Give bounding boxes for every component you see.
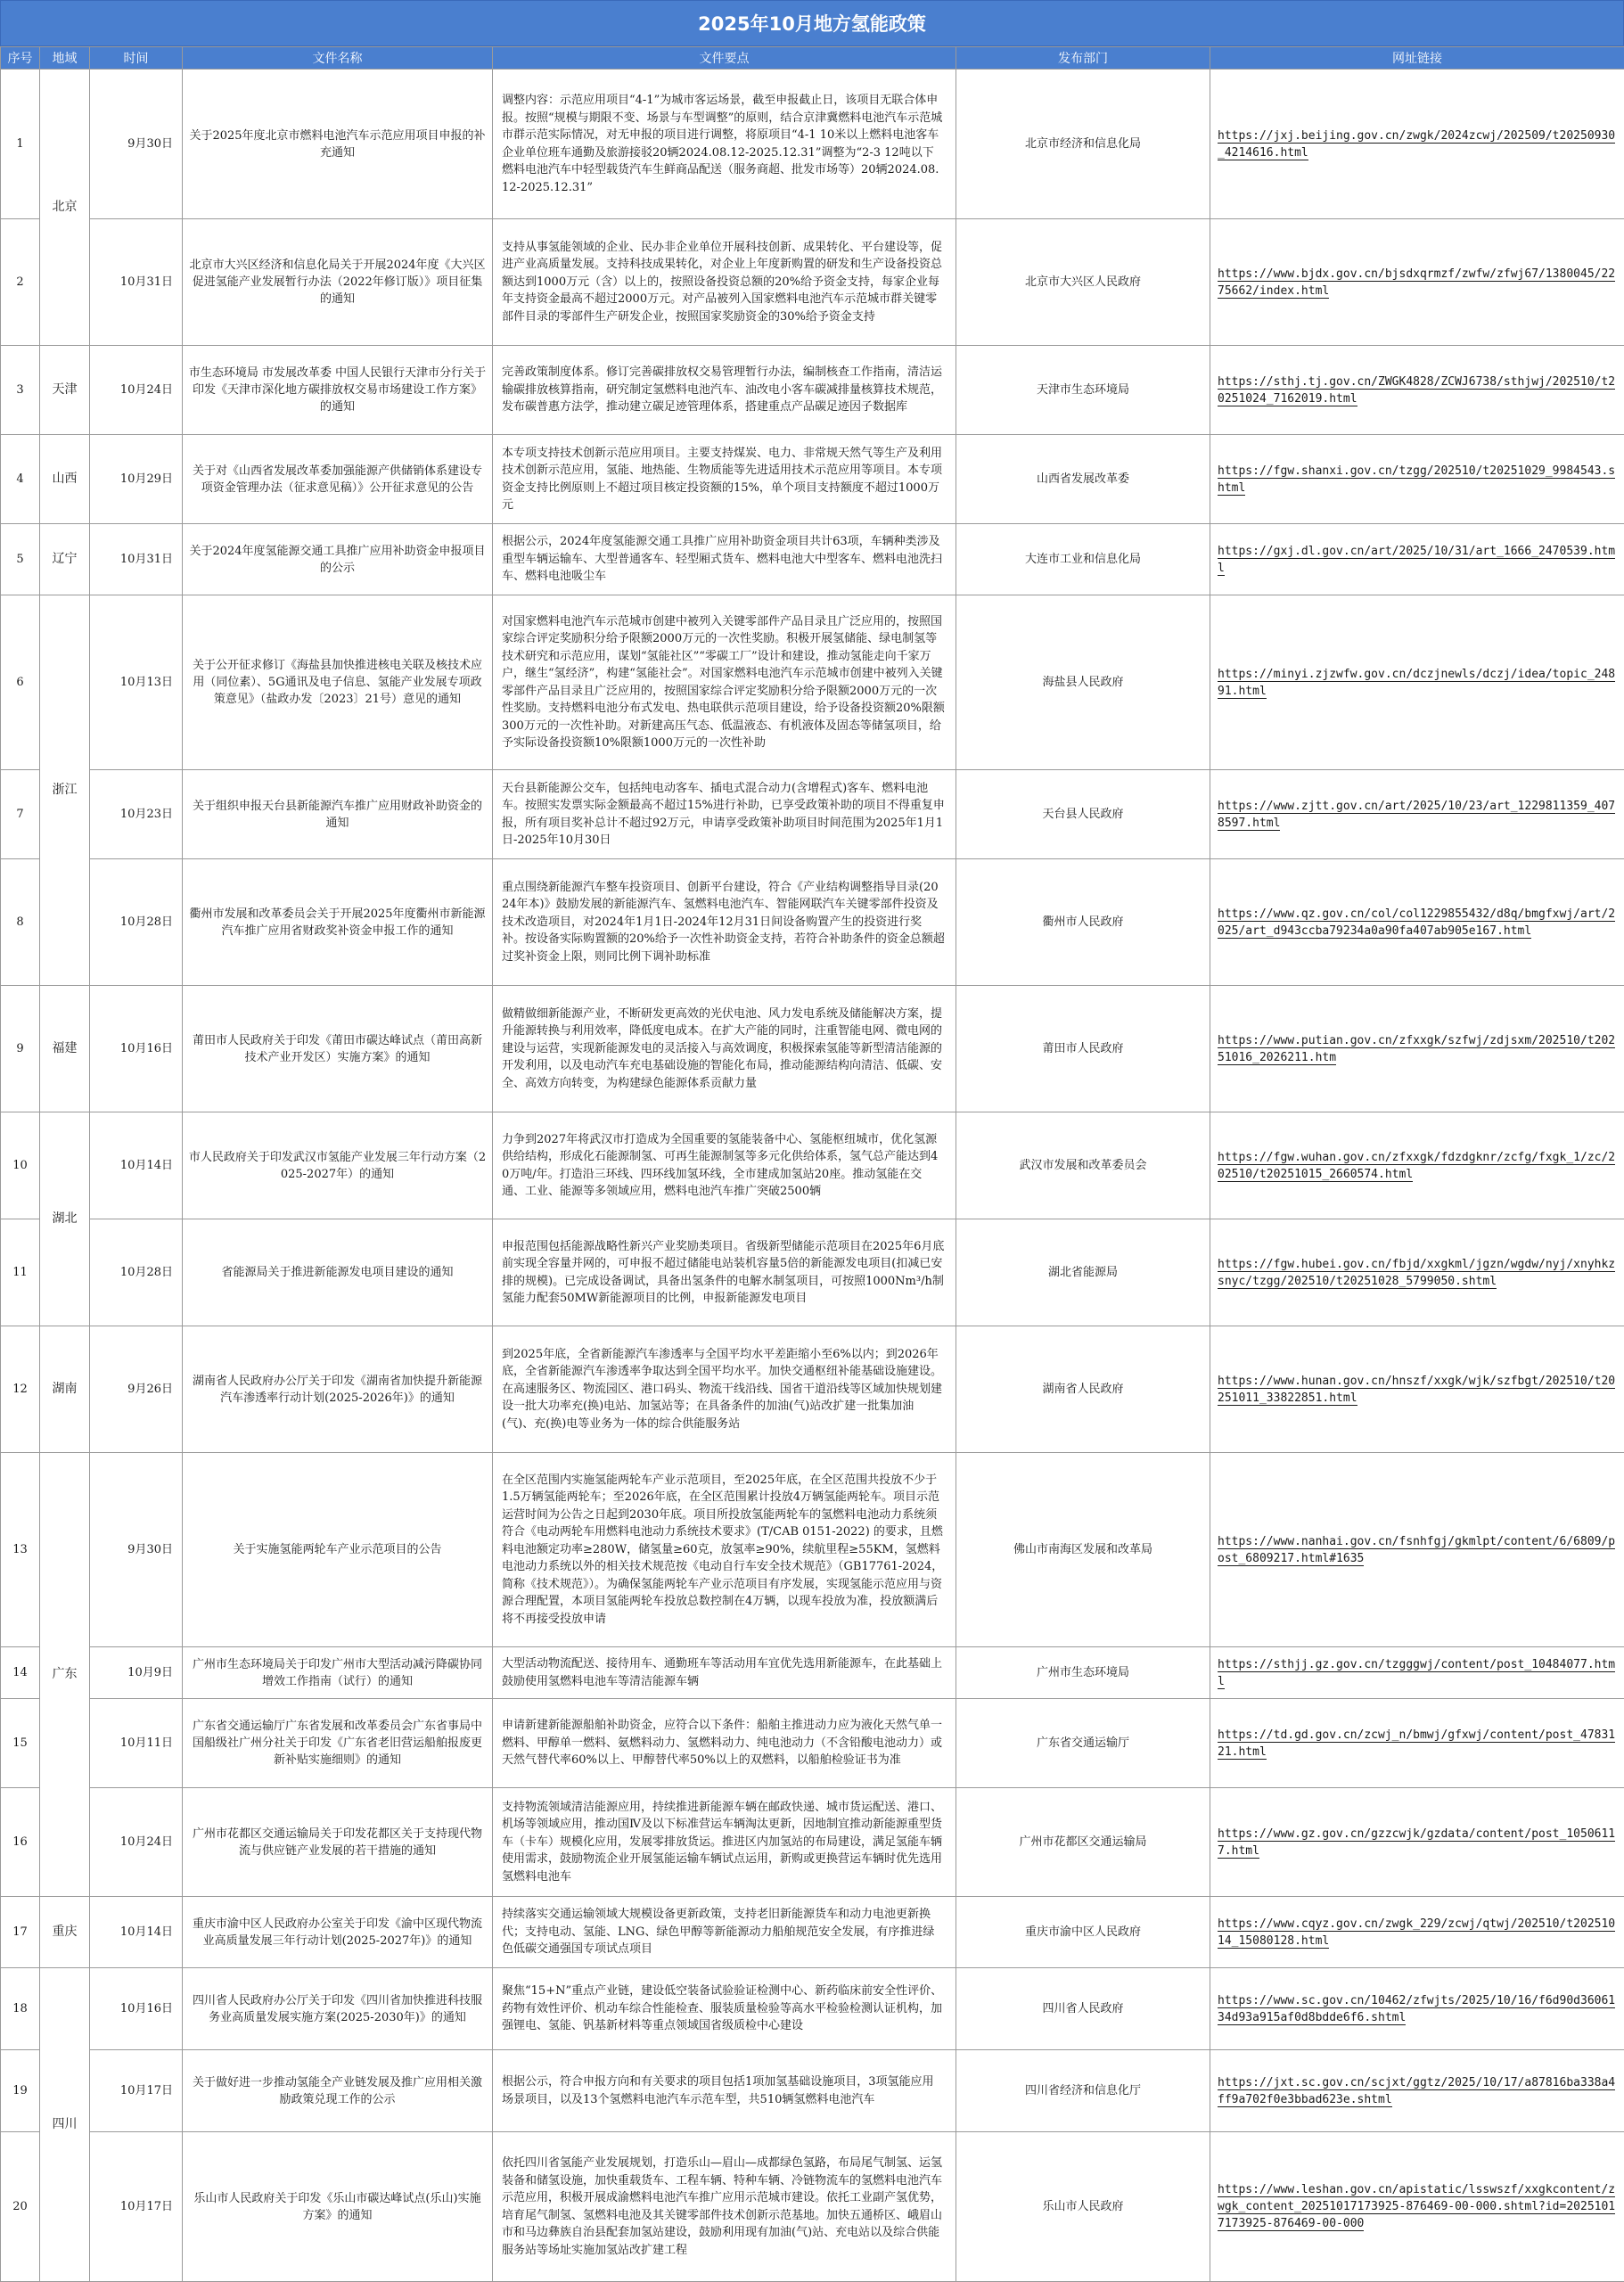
row-number: 13 — [1, 1453, 40, 1647]
key-points-cell: 完善政策制度体系。修订完善碳排放权交易管理暂行办法，编制核查工作指南，清洁运输碳排放核算指南，研究制定氢燃料电池汽车、油改电小客车碳减排量核算技术规范，发布碳普惠方法学，推动建立碳足迹管理体系，搭建重点产品碳足迹因子数据库 — [493, 346, 956, 435]
row-number: 16 — [1, 1788, 40, 1897]
header-no: 序号 — [1, 47, 40, 70]
header-department: 发布部门 — [956, 47, 1210, 70]
table-row — [1, 1219, 1624, 1326]
key-points-cell: 本专项支持技术创新示范应用项目。主要支持煤炭、电力、非常规天然气等生产及利用技术创新示范应用，氢能、地热能、生物质能等先进适用技术示范应用等项目。本专项资金支持比例原则上不超过项目核定投资额的15%，单个项目支持额度不超过1000万元 — [493, 435, 956, 524]
url-cell — [1210, 524, 1624, 595]
row-number: 18 — [1, 1968, 40, 2050]
table-row — [1, 1112, 1624, 1219]
date-cell: 9月30日 — [90, 1453, 183, 1647]
url-cell — [1210, 1647, 1624, 1699]
key-points-cell: 做精做细新能源产业，不断研发更高效的光伏电池、风力发电系统及储能解决方案，提升能源转换与利用效率，降低度电成本。在扩大产能的同时，注重智能电网、微电网的建设与运营，实现新能源发电的灵活接入与高效调度，积极探索氢能等新型清洁能源的开发利用，以及电动汽车充电基础设施的智能化布局，推动能源结构向清洁、低碳、安全、高效方向转变，为构建绿色能源体系贡献力量 — [493, 986, 956, 1112]
table-row — [1, 2050, 1624, 2132]
header-row — [1, 47, 1624, 70]
policy-table — [0, 46, 1624, 2282]
date-cell: 10月14日 — [90, 1112, 183, 1219]
url-link[interactable]: https://www.zjtt.gov.cn/art/2025/10/23/art_1229811359_4078597.html — [1218, 799, 1616, 830]
header-url: 网址链接 — [1210, 47, 1624, 70]
key-points-cell: 调整内容：示范应用项目“4-1”为城市客运场景，截至申报截止日，该项目无联合体申报。按照“规模与期限不变、场景与车型调整”的原则，结合京津冀燃料电池汽车示范城市群示范实际情况，对无申报的项目进行调整，将原项目“4-1 10米以上燃料电池客车企业单位班车通勤及旅游接驳20辆2024.08.12-2025.12.31”调整为“2-3 12吨以下燃料电池汽车中轻型载货汽车生鲜商品配送（服务商超、批发市场等）20辆2024.08.12-2025.12.31” — [493, 70, 956, 219]
key-points-cell: 聚焦“15+N”重点产业链，建设低空装备试验验证检测中心、新药临床前安全性评价、药物有效性评价、机动车综合性能检查、服装质量检验等高水平检验检测认证机构，加强锂电、氢能、钒基新材料等重点领域国省级质检中心建设 — [493, 1968, 956, 2050]
row-number: 2 — [1, 219, 40, 346]
region-cell: 浙江 — [40, 595, 90, 986]
table-row — [1, 1968, 1624, 2050]
url-cell — [1210, 986, 1624, 1112]
table-row — [1, 70, 1624, 219]
url-link[interactable]: https://jxj.beijing.gov.cn/zwgk/2024zcwj/202509/t20250930_4214616.html — [1218, 128, 1616, 160]
department-cell: 湖北省能源局 — [956, 1219, 1210, 1326]
url-cell — [1210, 2132, 1624, 2282]
date-cell: 9月26日 — [90, 1326, 183, 1453]
url-link[interactable]: https://fgw.hubei.gov.cn/fbjd/xxgkml/jgzn/wgdw/nyj/xnyhkzsnyc/tzgg/202510/t20251028_5799050.shtml — [1218, 1257, 1616, 1288]
key-points-cell: 根据公示，2024年度氢能源交通工具推广应用补助资金项目共计63项，车辆种类涉及重型车辆运输车、大型普通客车、轻型厢式货车、燃料电池大中型客车、燃料电池洗扫车、燃料电池吸尘车 — [493, 524, 956, 595]
file-name-cell: 市人民政府关于印发武汉市氢能产业发展三年行动方案（2025-2027年）的通知 — [183, 1112, 493, 1219]
key-points-cell: 重点围绕新能源汽车整车投资项目、创新平台建设，符合《产业结构调整指导目录(2024年本)》鼓励发展的新能源汽车、氢燃料电池汽车、智能网联汽车关键零部件投资及技术改造项目，对2024年1月1日-2024年12月31日间设备购置产生的投资进行奖补。按设备实际购置额的20%给予一次性补助资金支持，若符合补助条件的资金总额超过奖补资金上限，则同比例下调补助标准 — [493, 859, 956, 986]
url-cell — [1210, 1326, 1624, 1453]
department-cell: 海盐县人民政府 — [956, 595, 1210, 770]
url-link[interactable]: https://www.cqyz.gov.cn/zwgk_229/zcwj/qtwj/202510/t20251014_15080128.html — [1218, 1917, 1616, 1948]
row-number: 1 — [1, 70, 40, 219]
date-cell: 9月30日 — [90, 70, 183, 219]
table-row — [1, 1699, 1624, 1788]
url-cell — [1210, 435, 1624, 524]
url-link[interactable]: https://www.gz.gov.cn/gzzcwjk/gzdata/content/post_10506117.html — [1218, 1826, 1616, 1858]
department-cell: 北京市经济和信息化局 — [956, 70, 1210, 219]
key-points-cell: 支持从事氢能领域的企业、民办非企业单位开展科技创新、成果转化、平台建设等，促进产业高质量发展。支持科技成果转化，对企业上年度新购置的研发和生产设备投资总额达到1000万元（含）以上的，按照设备投资总额的20%给予资金支持，每家企业每年支持资金最高不超过2000万元。对产品被列入国家燃料电池汽车示范城市群关键零部件目录的零部件生产研发企业，按照国家奖励资金的30%给予资金支持 — [493, 219, 956, 346]
url-cell — [1210, 70, 1624, 219]
url-link[interactable]: https://www.sc.gov.cn/10462/zfwjts/2025/10/16/f6d90d3606134d93a915af0d8bdde6f6.shtml — [1218, 1993, 1616, 2024]
key-points-cell: 持续落实交通运输领域大规模设备更新政策，支持老旧新能源货车和动力电池更新换代；支持电动、氢能、LNG、绿色甲醇等新能源动力船舶规范安全发展，有序推进绿色低碳交通强国专项试点项目 — [493, 1897, 956, 1968]
table-row — [1, 859, 1624, 986]
region-cell: 福建 — [40, 986, 90, 1112]
department-cell: 山西省发展改革委 — [956, 435, 1210, 524]
table-row — [1, 1897, 1624, 1968]
date-cell: 10月14日 — [90, 1897, 183, 1968]
file-name-cell: 莆田市人民政府关于印发《莆田市碳达峰试点（莆田高新技术产业开发区）实施方案》的通知 — [183, 986, 493, 1112]
table-row — [1, 1788, 1624, 1897]
department-cell: 四川省经济和信息化厅 — [956, 2050, 1210, 2132]
department-cell: 天台县人民政府 — [956, 770, 1210, 859]
region-cell: 北京 — [40, 70, 90, 346]
header-date: 时间 — [90, 47, 183, 70]
row-number: 15 — [1, 1699, 40, 1788]
file-name-cell: 广州市生态环境局关于印发广州市大型活动减污降碳协同增效工作指南（试行）的通知 — [183, 1647, 493, 1699]
key-points-cell: 力争到2027年将武汉市打造成为全国重要的氢能装备中心、氢能枢纽城市，优化氢源供给结构，形成化石能源制氢、可再生能源制氢等多元化供给体系，氢气总产能达到40万吨/年。打造沿三环线、四环线加氢环线，全市建成加氢站20座。推动氢能在交通、工业、能源等多领域应用，燃料电池汽车推广突破2500辆 — [493, 1112, 956, 1219]
file-name-cell: 关于组织申报天台县新能源汽车推广应用财政补助资金的通知 — [183, 770, 493, 859]
key-points-cell: 在全区范围内实施氢能两轮车产业示范项目，至2025年底，在全区范围共投放不少于1.5万辆氢能两轮车；至2026年底，在全区范围累计投放4万辆氢能两轮车。项目示范运营时间为公告之日起到2030年底。项目所投放氢能两轮车的氢燃料电池动力系统须符合《电动两轮车用燃料电池动力系统技术要求》(T/CAB 0151-2022) 的要求，且燃料电池额定功率≥280W，储氢量≥60克，放氢率≥90%，续航里程≥55KM，氢燃料电池动力系统以外的相关技术规范按《电动自行车安全技术规范》（GB17761-2024，简称《技术规范》）。为确保氢能两轮车产业示范项目有序发展，实现氢能示范应用与资源合理配置，本项目氢能两轮车投放总数控制在4万辆，以现车投放为准，投放额满后将不再接受投放申请 — [493, 1453, 956, 1647]
key-points-cell: 天台县新能源公交车，包括纯电动客车、插电式混合动力(含增程式)客车、燃料电池车。按照实发票实际金额最高不超过15%进行补助，已享受政策补助的项目不得重复申报，所有项目奖补总计不超过92万元，申请享受政策补助项目时间范围为2025年1月1日-2025年10月30日 — [493, 770, 956, 859]
file-name-cell: 关于公开征求修订《海盐县加快推进核电关联及核技术应用（同位素）、5G通讯及电子信息、氢能产业发展专项政策意见》（盐政办发〔2023〕21号）意见的通知 — [183, 595, 493, 770]
table-row — [1, 219, 1624, 346]
row-number: 6 — [1, 595, 40, 770]
department-cell: 莆田市人民政府 — [956, 986, 1210, 1112]
url-link[interactable]: https://www.leshan.gov.cn/apistatic/lsswszf/xxgkcontent/zwgk_content_20251017173925-876469-00-000.shtml?id=20251017173925-876469-00-000 — [1218, 2183, 1616, 2230]
table-row — [1, 435, 1624, 524]
file-name-cell: 关于2024年度氢能源交通工具推广应用补助资金申报项目的公示 — [183, 524, 493, 595]
header-file-name: 文件名称 — [183, 47, 493, 70]
date-cell: 10月9日 — [90, 1647, 183, 1699]
row-number: 8 — [1, 859, 40, 986]
file-name-cell: 湖南省人民政府办公厅关于印发《湖南省加快提升新能源汽车渗透率行动计划(2025-2026年)》的通知 — [183, 1326, 493, 1453]
department-cell: 北京市大兴区人民政府 — [956, 219, 1210, 346]
file-name-cell: 北京市大兴区经济和信息化局关于开展2024年度《大兴区促进氢能产业发展暂行办法（2022年修订版）》项目征集的通知 — [183, 219, 493, 346]
date-cell: 10月17日 — [90, 2050, 183, 2132]
department-cell: 湖南省人民政府 — [956, 1326, 1210, 1453]
table-row — [1, 2132, 1624, 2282]
url-cell — [1210, 1788, 1624, 1897]
header-region: 地域 — [40, 47, 90, 70]
region-cell: 湖南 — [40, 1326, 90, 1453]
url-link[interactable]: https://fgw.wuhan.gov.cn/zfxxgk/fdzdgknr/zcfg/fxgk_1/zc/202510/t20251015_2660574.html — [1218, 1150, 1616, 1181]
date-cell: 10月28日 — [90, 859, 183, 986]
file-name-cell: 省能源局关于推进新能源发电项目建设的通知 — [183, 1219, 493, 1326]
policy-rows — [1, 70, 1624, 2282]
row-number: 14 — [1, 1647, 40, 1699]
url-cell — [1210, 346, 1624, 435]
table-row — [1, 524, 1624, 595]
row-number: 4 — [1, 435, 40, 524]
url-cell — [1210, 1968, 1624, 2050]
key-points-cell: 申报范围包括能源战略性新兴产业奖励类项目。省级新型储能示范项目在2025年6月底前实现全容量并网的，可申报不超过储能电站装机容量5倍的新能源发电项目(扣减已安排的规模)。已完成设备调试，具备出氢条件的电解水制氢项目，可按照1000Nm³/h制氢能力配套50MW新能源项目的比例，申报新能源发电项目 — [493, 1219, 956, 1326]
row-number: 10 — [1, 1112, 40, 1219]
department-cell: 重庆市渝中区人民政府 — [956, 1897, 1210, 1968]
url-link[interactable]: https://jxt.sc.gov.cn/scjxt/ggtz/2025/10/17/a87816ba338a4ff9a702f0e3bbad623e.shtml — [1218, 2075, 1616, 2106]
key-points-cell: 依托四川省氢能产业发展规划，打造乐山—眉山—成都绿色氢路，布局尾气制氢、运氢装备和储氢设施，加快重载货车、工程车辆、特种车辆、冷链物流车的氢燃料电池汽车示范应用，积极开展成渝燃料电池汽车推广应用示范城市建设。依托工业副产氢优势，培育尾气制氢、氢燃料电池及其关键零部件技术创新示范基地。加快五通桥区、峨眉山市和马边彝族自治县配套加氢站建设，鼓励利用现有加油(气)站、充电站以及综合供能服务站等场址实施加氢站改扩建工程 — [493, 2132, 956, 2282]
date-cell: 10月24日 — [90, 1788, 183, 1897]
url-link[interactable]: https://www.hunan.gov.cn/hnszf/xxgk/wjk/szfbgt/202510/t20251011_33822851.html — [1218, 1374, 1616, 1405]
url-cell — [1210, 1453, 1624, 1647]
file-name-cell: 乐山市人民政府关于印发《乐山市碳达峰试点(乐山)实施方案》的通知 — [183, 2132, 493, 2282]
url-link[interactable]: https://minyi.zjzwfw.gov.cn/dczjnewls/dczj/idea/topic_24891.html — [1218, 667, 1616, 698]
region-cell: 山西 — [40, 435, 90, 524]
key-points-cell: 支持物流领域清洁能源应用，持续推进新能源车辆在邮政快递、城市货运配送、港口、机场等领域应用，推动国Ⅳ及以下标准营运车辆淘汰更新，因地制宜推动新能源重型货车（卡车）规模化应用，发展零排放货运。推进区内加氢站的布局建设，满足氢能车辆使用需求，鼓励物流企业开展氢能运输车辆试点运用，新购或更换营运车辆时优先选用氢燃料电池车 — [493, 1788, 956, 1897]
department-cell: 佛山市南海区发展和改革局 — [956, 1453, 1210, 1647]
url-cell — [1210, 595, 1624, 770]
row-number: 9 — [1, 986, 40, 1112]
region-cell: 四川 — [40, 1968, 90, 2282]
table-row — [1, 595, 1624, 770]
department-cell: 广州市生态环境局 — [956, 1647, 1210, 1699]
url-cell — [1210, 2050, 1624, 2132]
date-cell: 10月23日 — [90, 770, 183, 859]
department-cell: 武汉市发展和改革委员会 — [956, 1112, 1210, 1219]
date-cell: 10月31日 — [90, 219, 183, 346]
row-number: 3 — [1, 346, 40, 435]
file-name-cell: 关于2025年度北京市燃料电池汽车示范应用项目申报的补充通知 — [183, 70, 493, 219]
department-cell: 四川省人民政府 — [956, 1968, 1210, 2050]
file-name-cell: 衢州市发展和改革委员会关于开展2025年度衢州市新能源汽车推广应用省财政奖补资金申报工作的通知 — [183, 859, 493, 986]
table-row — [1, 1647, 1624, 1699]
url-cell — [1210, 770, 1624, 859]
file-name-cell: 广东省交通运输厅广东省发展和改革委员会广东省事局中国船级社广州分社关于印发《广东省老旧营运船舶报废更新补贴实施细则》的通知 — [183, 1699, 493, 1788]
date-cell: 10月17日 — [90, 2132, 183, 2282]
department-cell: 衢州市人民政府 — [956, 859, 1210, 986]
region-cell: 广东 — [40, 1453, 90, 1897]
row-number: 5 — [1, 524, 40, 595]
file-name-cell: 四川省人民政府办公厅关于印发《四川省加快推进科技服务业高质量发展实施方案(2025-2030年)》的通知 — [183, 1968, 493, 2050]
url-cell — [1210, 859, 1624, 986]
key-points-cell: 到2025年底，全省新能源汽车渗透率与全国平均水平差距缩小至6%以内；到2026年底，全省新能源汽车渗透率争取达到全国平均水平。加快交通枢纽补能基础设施建设。在高速服务区、物流园区、港口码头、物流干线沿线、国省干道沿线等区域加快规划建设一批大功率充(换)电站、加氢站等；在具备条件的加油(气)站改扩建一批集加油(气)、充(换)电等业务为一体的综合供能服务站 — [493, 1326, 956, 1453]
date-cell: 10月16日 — [90, 986, 183, 1112]
sheet-title: 2025年10月地方氢能政策 — [0, 0, 1624, 46]
date-cell: 10月16日 — [90, 1968, 183, 2050]
region-cell: 重庆 — [40, 1897, 90, 1968]
table-row — [1, 986, 1624, 1112]
table-row — [1, 346, 1624, 435]
file-name-cell: 重庆市渝中区人民政府办公室关于印发《渝中区现代物流业高质量发展三年行动计划(2025-2027年)》的通知 — [183, 1897, 493, 1968]
date-cell: 10月24日 — [90, 346, 183, 435]
url-cell — [1210, 219, 1624, 346]
url-link[interactable]: https://sthj.tj.gov.cn/ZWGK4828/ZCWJ6738/sthjwj/202510/t20251024_7162019.html — [1218, 374, 1616, 406]
date-cell: 10月11日 — [90, 1699, 183, 1788]
table-row — [1, 1326, 1624, 1453]
key-points-cell: 大型活动物流配送、接待用车、通勤班车等活动用车宜优先选用新能源车，在此基础上鼓励使用氢燃料电池车等清洁能源车辆 — [493, 1647, 956, 1699]
row-number: 7 — [1, 770, 40, 859]
url-cell — [1210, 1897, 1624, 1968]
row-number: 20 — [1, 2132, 40, 2282]
region-cell: 辽宁 — [40, 524, 90, 595]
table-row — [1, 770, 1624, 859]
key-points-cell: 申请新建新能源船舶补助资金，应符合以下条件：船舶主推进动力应为液化天然气单一燃料、甲醇单一燃料、氨燃料动力、氢燃料动力、纯电池动力（不含铅酸电池动力）或天然气替代率60%以上、甲醇替代率50%以上的双燃料，以船舶检验证书为准 — [493, 1699, 956, 1788]
department-cell: 大连市工业和信息化局 — [956, 524, 1210, 595]
file-name-cell: 广州市花都区交通运输局关于印发花都区关于支持现代物流与供应链产业发展的若干措施的通知 — [183, 1788, 493, 1897]
file-name-cell: 关于实施氢能两轮车产业示范项目的公告 — [183, 1453, 493, 1647]
department-cell: 广东省交通运输厅 — [956, 1699, 1210, 1788]
file-name-cell: 关于做好进一步推动氢能全产业链发展及推广应用相关激励政策兑现工作的公示 — [183, 2050, 493, 2132]
row-number: 11 — [1, 1219, 40, 1326]
row-number: 12 — [1, 1326, 40, 1453]
region-cell: 天津 — [40, 346, 90, 435]
table-row — [1, 1453, 1624, 1647]
url-link[interactable]: https://www.putian.gov.cn/zfxxgk/szfwj/zdjsxm/202510/t20251016_2026211.htm — [1218, 1033, 1616, 1064]
url-link[interactable]: https://td.gd.gov.cn/zcwj_n/bmwj/gfxwj/content/post_4783121.html — [1218, 1728, 1616, 1759]
key-points-cell: 根据公示，符合申报方向和有关要求的项目包括1项加氢基础设施项目，3项氢能应用场景项目，以及13个氢燃料电池汽车示范车型，共510辆氢燃料电池汽车 — [493, 2050, 956, 2132]
url-cell — [1210, 1699, 1624, 1788]
url-link[interactable]: https://www.bjdx.gov.cn/bjsdxqrmzf/zwfw/zfwj67/1380045/2275662/index.html — [1218, 267, 1616, 298]
url-link[interactable]: https://www.qz.gov.cn/col/col1229855432/d8q/bmgfxwj/art/2025/art_d943ccba79234a0a90fa407ab905e167.html — [1218, 907, 1616, 938]
department-cell: 乐山市人民政府 — [956, 2132, 1210, 2282]
url-link[interactable]: https://www.nanhai.gov.cn/fsnhfgj/gkmlpt/content/6/6809/post_6809217.html#1635 — [1218, 1534, 1616, 1565]
date-cell: 10月28日 — [90, 1219, 183, 1326]
row-number: 17 — [1, 1897, 40, 1968]
key-points-cell: 对国家燃料电池汽车示范城市创建中被列入关键零部件产品目录且广泛应用的，按照国家综合评定奖励积分给予限额2000万元的一次性奖励。积极开展氢储能、绿电制氢等技术研究和示范应用，谋划“氢能社区”“零碳工厂”设计和建设，推动氢能走向千家万户，继生“氢经济”，构建“氢能社会”。对国家燃料电池汽车示范城市创建中被列入关键零部件产品目录且广泛应用的，按照国家综合评定奖励积分给予限额2000万元的一次性奖励。支持燃料电池分布式发电、热电联供示范项目建设，给予设备投资额20%限额300万元的一次性补助。对新建高压气态、低温液态、有机液体及固态等储氢项目，给予实际设备投资额10%限额1000万元的一次性补助 — [493, 595, 956, 770]
url-cell — [1210, 1219, 1624, 1326]
date-cell: 10月31日 — [90, 524, 183, 595]
date-cell: 10月13日 — [90, 595, 183, 770]
url-link[interactable]: https://fgw.shanxi.gov.cn/tzgg/202510/t20251029_9984543.shtml — [1218, 464, 1616, 495]
date-cell: 10月29日 — [90, 435, 183, 524]
department-cell: 天津市生态环境局 — [956, 346, 1210, 435]
url-cell — [1210, 1112, 1624, 1219]
file-name-cell: 市生态环境局 市发展改革委 中国人民银行天津市分行关于印发《天津市深化地方碳排放权交易市场建设工作方案》的通知 — [183, 346, 493, 435]
department-cell: 广州市花都区交通运输局 — [956, 1788, 1210, 1897]
row-number: 19 — [1, 2050, 40, 2132]
url-link[interactable]: https://sthjj.gz.gov.cn/tzgggwj/content/post_10484077.html — [1218, 1657, 1616, 1688]
header-key-points: 文件要点 — [493, 47, 956, 70]
region-cell: 湖北 — [40, 1112, 90, 1326]
url-link[interactable]: https://gxj.dl.gov.cn/art/2025/10/31/art_1666_2470539.html — [1218, 544, 1616, 575]
file-name-cell: 关于对《山西省发展改革委加强能源产供储销体系建设专项资金管理办法（征求意见稿）》公开征求意见的公告 — [183, 435, 493, 524]
